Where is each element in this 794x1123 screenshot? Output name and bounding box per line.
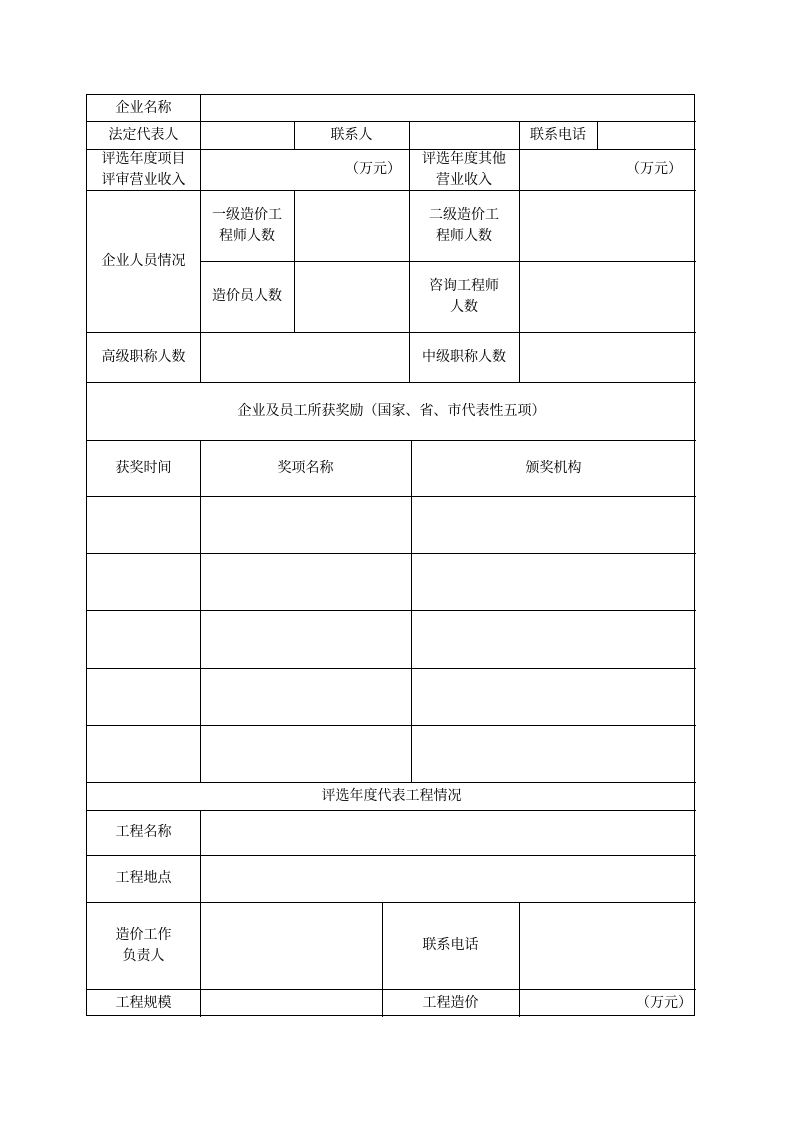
evaluation-form-table <box>86 94 695 1016</box>
senior-title-field[interactable] <box>200 332 409 382</box>
project-cost-label: 工程造价 <box>422 994 479 1011</box>
level1-engineers-label: 一级造价工 程师人数 <box>212 206 282 244</box>
company-name-field[interactable] <box>200 95 696 121</box>
company-name-label: 企业名称 <box>115 99 172 116</box>
project-name-field[interactable] <box>200 810 696 855</box>
award-row-1[interactable] <box>87 496 696 553</box>
award-row-2[interactable] <box>87 553 696 610</box>
cost-staff-field[interactable] <box>294 261 409 332</box>
cost-manager-field[interactable] <box>200 902 382 989</box>
award-row-3[interactable] <box>87 610 696 668</box>
awards-col-org: 颁奖机构 <box>525 459 582 476</box>
staff-section-label: 企业人员情况 <box>101 252 186 269</box>
project-contact-phone-label: 联系电话 <box>422 937 479 953</box>
awards-section-title: 企业及员工所获奖励（国家、省、市代表性五项） <box>237 402 546 419</box>
award-row-5[interactable] <box>87 725 696 782</box>
senior-title-label: 高级职称人数 <box>101 348 186 365</box>
cost-staff-label: 造价员人数 <box>212 288 282 304</box>
contact-person-label: 联系人 <box>330 126 373 143</box>
consulting-engineers-label: 咨询工程师 人数 <box>429 277 499 315</box>
consulting-engineers-field[interactable] <box>519 261 696 332</box>
other-revenue-unit: （万元） <box>626 161 682 177</box>
contact-phone-label: 联系电话 <box>530 126 586 143</box>
mid-title-field[interactable] <box>519 332 696 382</box>
project-revenue-label: 评选年度项目 评审营业收入 <box>101 150 186 188</box>
level2-engineers-field[interactable] <box>519 190 696 261</box>
other-revenue-label: 评选年度其他 营业收入 <box>422 150 506 188</box>
contact-person-field[interactable] <box>409 121 519 149</box>
level2-engineers-label: 二级造价工 程师人数 <box>429 206 499 244</box>
cost-manager-label: 造价工作 负责人 <box>115 926 172 964</box>
project-location-label: 工程地点 <box>115 870 172 886</box>
contact-phone-field[interactable] <box>597 121 696 149</box>
legal-rep-label: 法定代表人 <box>108 126 179 143</box>
legal-rep-field[interactable] <box>200 121 294 149</box>
project-scale-label: 工程规模 <box>115 994 172 1011</box>
level1-engineers-field[interactable] <box>294 190 409 261</box>
project-contact-phone-field[interactable] <box>519 902 696 989</box>
project-scale-field[interactable] <box>200 989 382 1017</box>
awards-col-time: 获奖时间 <box>115 459 172 476</box>
awards-col-name: 奖项名称 <box>277 459 334 476</box>
project-location-field[interactable] <box>200 855 696 902</box>
project-cost-unit: （万元） <box>636 994 692 1011</box>
project-section-title: 评选年度代表工程情况 <box>321 787 462 804</box>
mid-title-label: 中级职称人数 <box>422 348 506 365</box>
award-row-4[interactable] <box>87 668 696 725</box>
project-name-label: 工程名称 <box>115 824 172 840</box>
project-revenue-unit: （万元） <box>345 161 401 177</box>
